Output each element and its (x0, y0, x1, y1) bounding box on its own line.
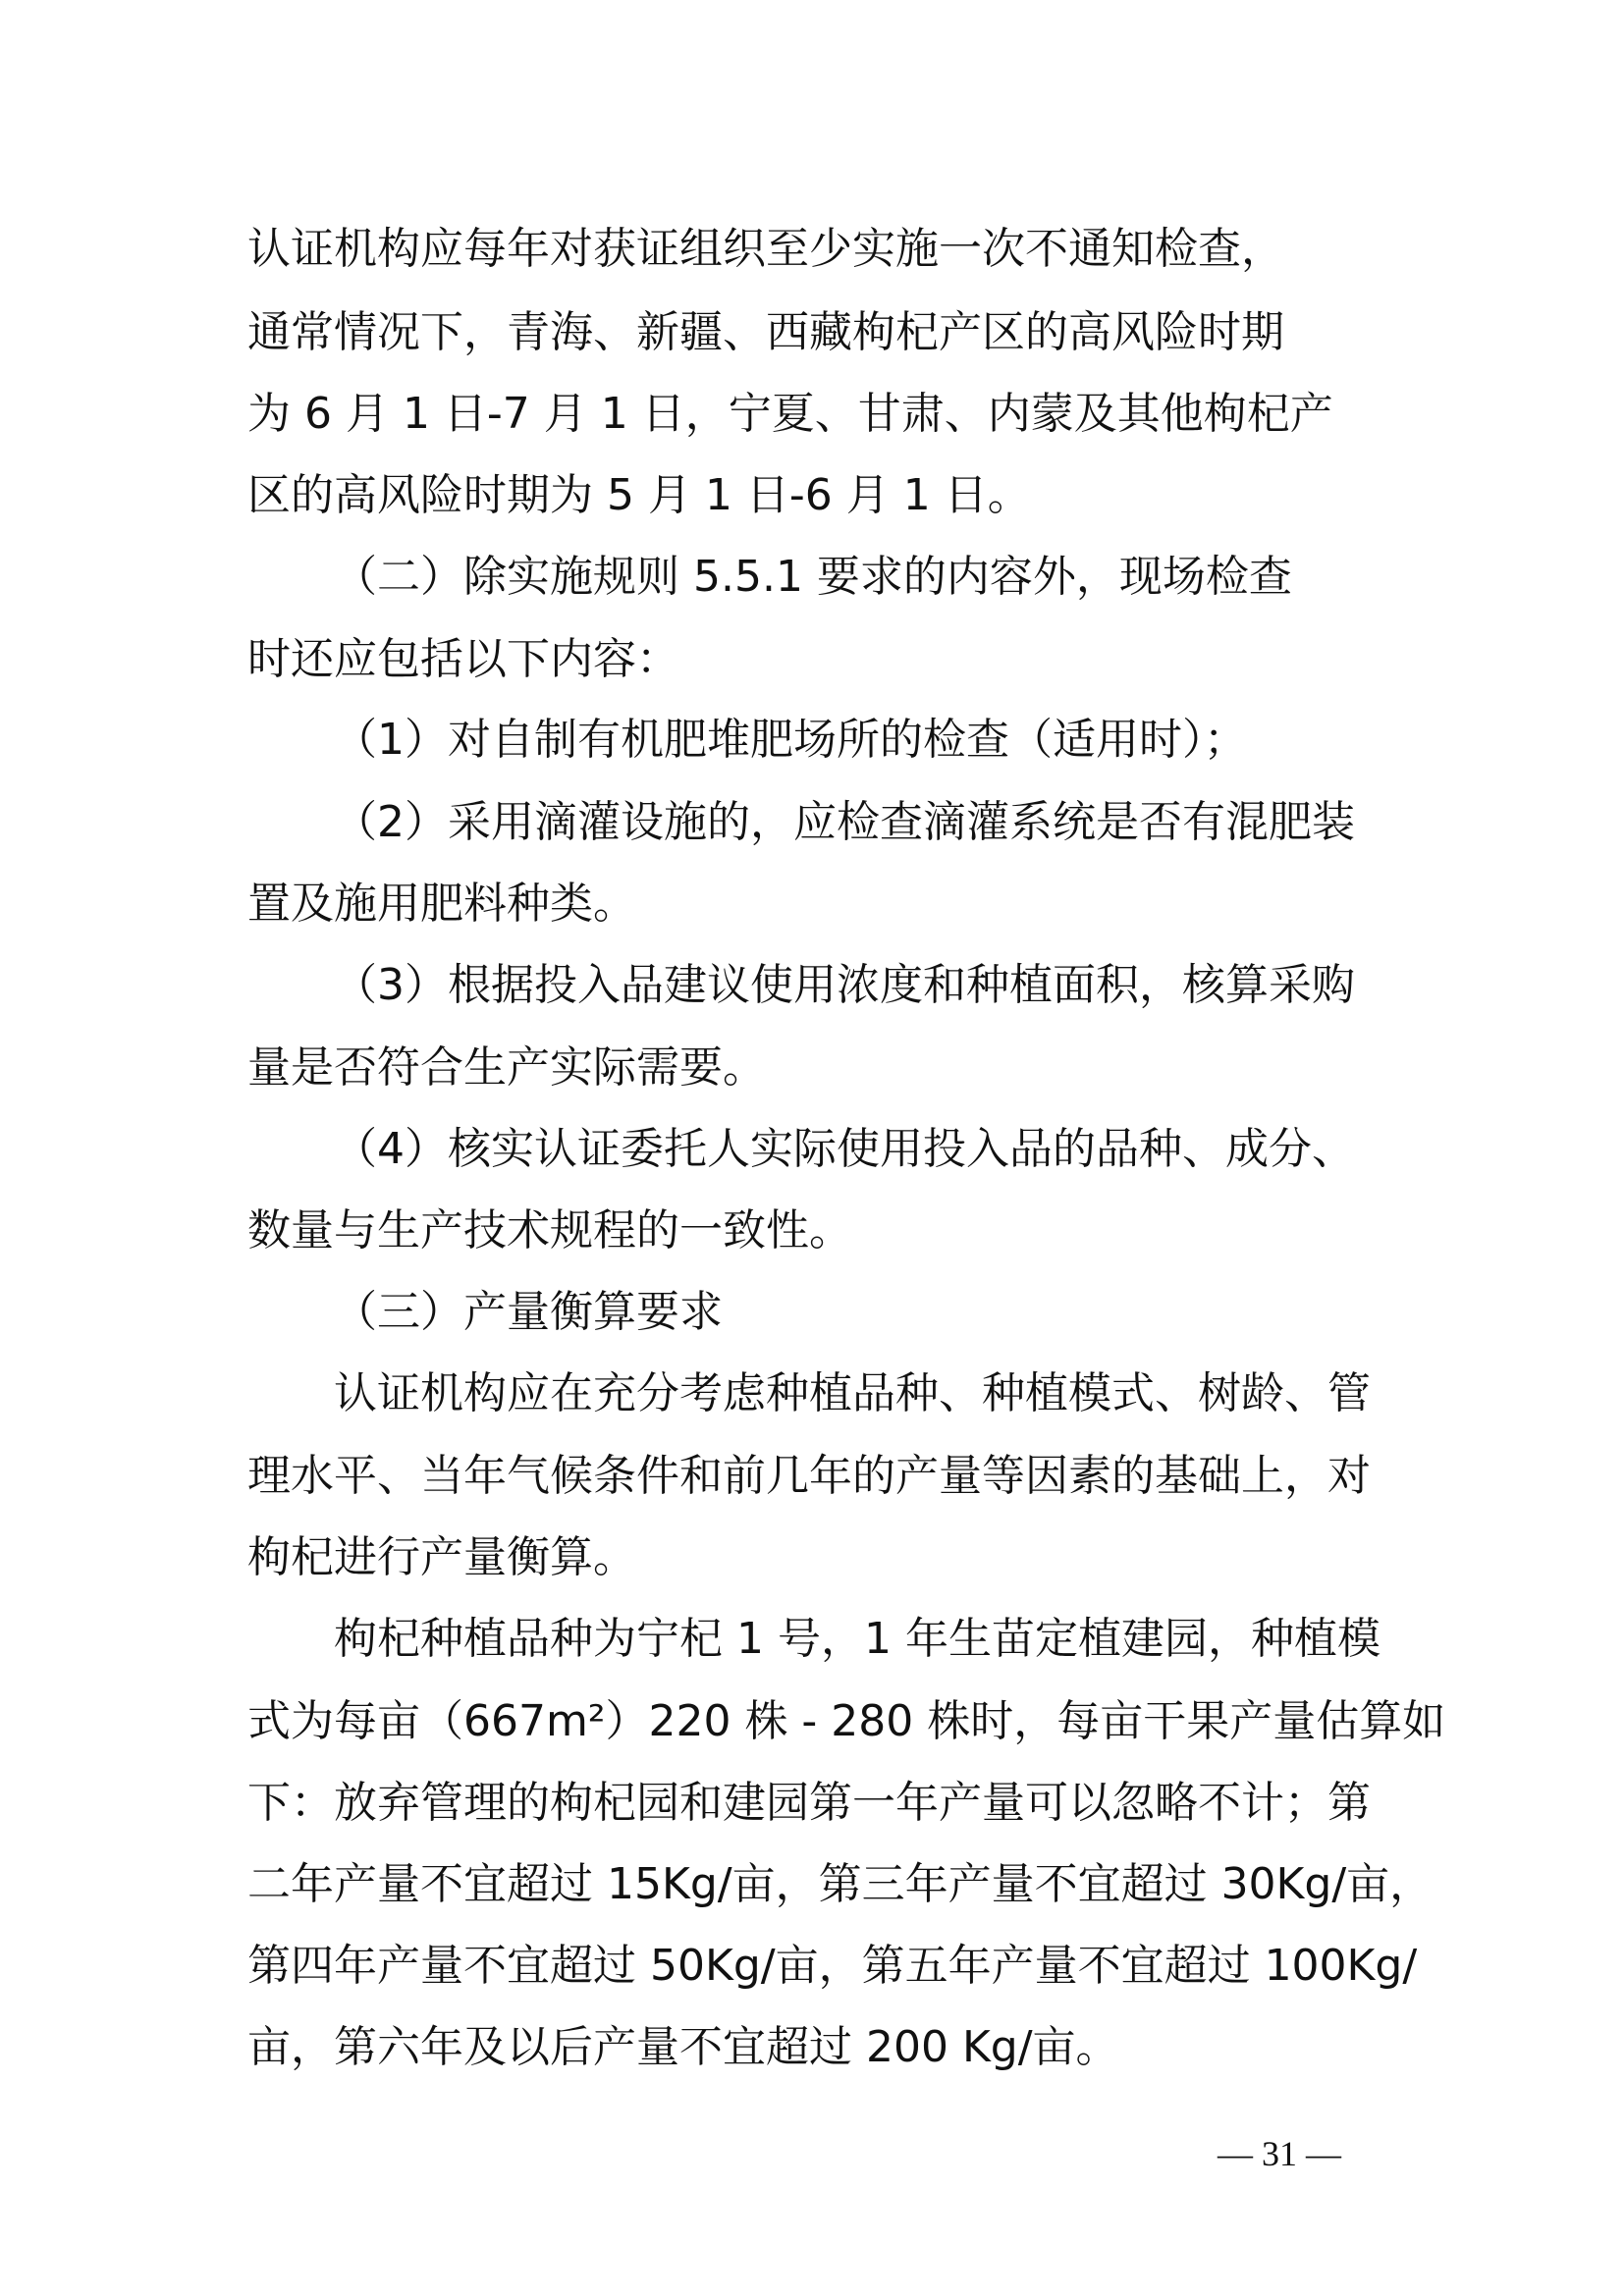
paragraph-line: 枸杞进行产量衡算。 (247, 1532, 636, 1582)
paragraph-line: 时还应包括以下内容： (247, 634, 679, 684)
paragraph-line: 数量与生产技术规程的一致性。 (247, 1205, 852, 1255)
section-heading: （二）除实施规则 5.5.1 要求的内容外，现场检查 (334, 552, 1292, 602)
paragraph-line: 下：放弃管理的枸杞园和建园第一年产量可以忽略不计；第 (247, 1778, 1371, 1828)
paragraph-line: 为 6 月 1 日-7 月 1 日，宁夏、甘肃、内蒙及其他枸杞产 (247, 389, 1333, 439)
list-item: （2）采用滴灌设施的，应检查滴灌系统是否有混肥装 (334, 797, 1355, 847)
paragraph-line: 第四年产量不宜超过 50Kg/亩，第五年产量不宜超过 100Kg/ (247, 1941, 1418, 1991)
paragraph-line: 置及施用肥料种类。 (247, 879, 636, 929)
paragraph-line: 认证机构应在充分考虑种植品种、种植模式、树龄、管 (334, 1368, 1371, 1418)
section-heading: （三）产量衡算要求 (334, 1287, 723, 1337)
page-number: — 31 — (1218, 2134, 1341, 2173)
paragraph-line: 枸杞种植品种为宁杞 1 号，1 年生苗定植建园，种植模 (334, 1614, 1380, 1664)
paragraph-line: 理水平、当年气候条件和前几年的产量等因素的基础上，对 (247, 1451, 1371, 1501)
paragraph-line: 通常情况下，青海、新疆、西藏枸杞产区的高风险时期 (247, 307, 1284, 357)
list-item: （4）核实认证委托人实际使用投入品的品种、成分、 (334, 1124, 1355, 1174)
list-item: （1）对自制有机肥堆肥场所的检查（适用时）； (334, 715, 1247, 765)
paragraph-line: 亩，第六年及以后产量不宜超过 200 Kg/亩。 (247, 2022, 1119, 2072)
paragraph-line: 量是否符合生产实际需要。 (247, 1042, 766, 1093)
paragraph-line: 认证机构应每年对获证组织至少实施一次不通知检查， (247, 224, 1284, 274)
list-item: （3）根据投入品建议使用浓度和种植面积，核算采购 (334, 960, 1355, 1010)
paragraph-line: 区的高风险时期为 5 月 1 日-6 月 1 日。 (247, 470, 1031, 520)
paragraph-line: 二年产量不宜超过 15Kg/亩，第三年产量不宜超过 30Kg/亩， (247, 1859, 1434, 1909)
paragraph-line: 式为每亩（667m²）220 株 - 280 株时，每亩干果产量估算如 (247, 1696, 1446, 1746)
